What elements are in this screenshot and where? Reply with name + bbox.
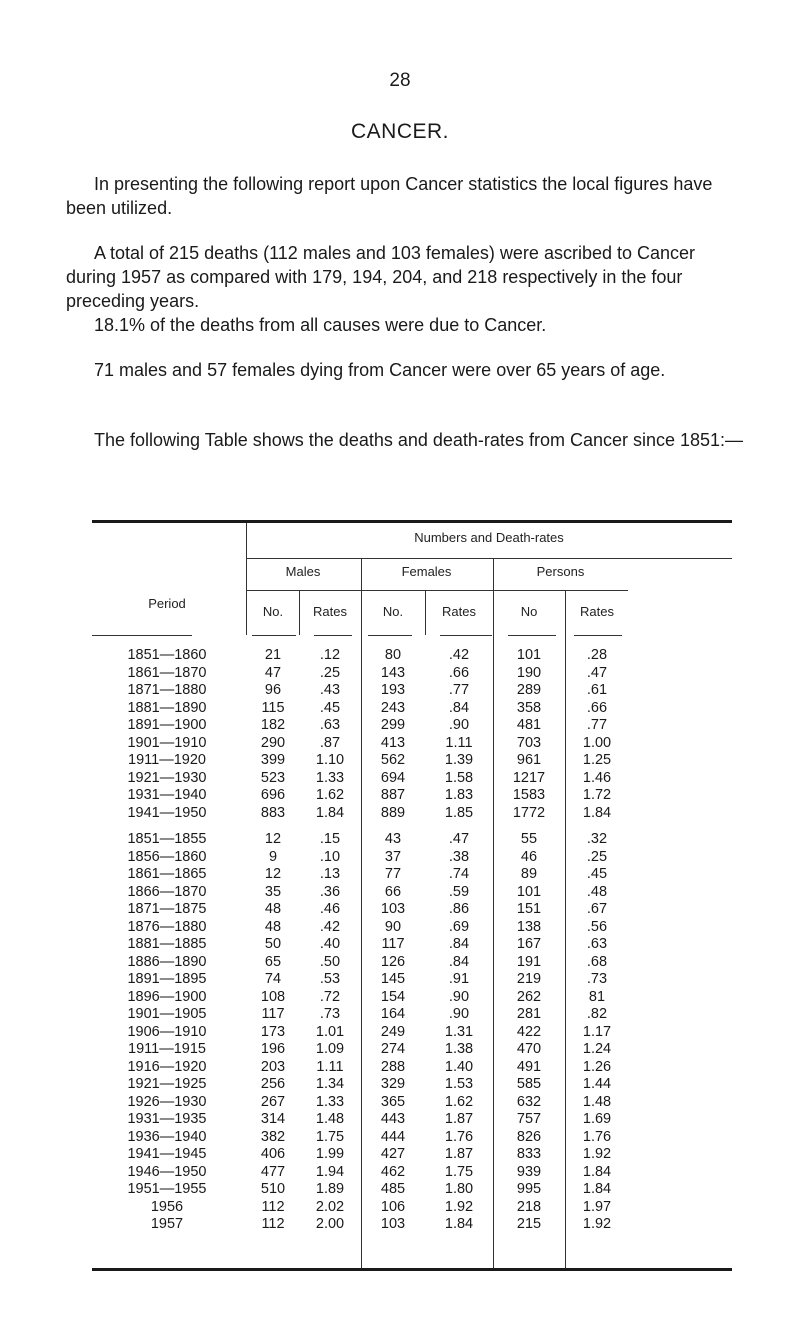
cell-females-rate: .91 xyxy=(448,971,470,987)
header-period: Period xyxy=(148,596,186,611)
cell-females-rate: 1.53 xyxy=(444,1076,474,1092)
cell-persons-no: 281 xyxy=(516,1006,542,1022)
cell-period: 1901—1910 xyxy=(127,734,207,751)
cell-females-no: 126 xyxy=(380,953,406,970)
header-rule-fr xyxy=(440,635,492,636)
cell-males-rate: .46 xyxy=(319,901,341,917)
cell-females-rate: 1.92 xyxy=(444,1198,474,1215)
cell-persons-rate: 1.25 xyxy=(582,752,612,768)
cell-males-no: 12 xyxy=(264,831,282,847)
cell-females-rate: .38 xyxy=(448,848,470,865)
cell-persons-no: 219 xyxy=(516,971,542,987)
cell-period: 1901—1905 xyxy=(127,1006,207,1022)
cell-females-no: 37 xyxy=(384,848,402,865)
cell-period: 1931—1935 xyxy=(127,1111,207,1127)
cell-females-no: 145 xyxy=(380,971,406,987)
cell-males-rate: .10 xyxy=(319,848,341,865)
table-row xyxy=(92,866,732,884)
cell-persons-rate: 1.48 xyxy=(582,1093,612,1110)
cell-females-no: 329 xyxy=(380,1076,406,1092)
cell-persons-no: 151 xyxy=(516,901,542,917)
cell-males-rate: 1.09 xyxy=(315,1041,345,1057)
cell-period: 1871—1875 xyxy=(127,901,207,917)
cell-persons-no: 167 xyxy=(516,936,542,952)
table-row xyxy=(92,752,732,770)
cell-males-rate: .50 xyxy=(319,953,341,970)
cell-period: 1891—1895 xyxy=(127,971,207,987)
cell-period: 1956 xyxy=(150,1198,184,1215)
cell-females-no: 413 xyxy=(380,734,406,751)
cell-persons-rate: .28 xyxy=(586,647,608,663)
cell-persons-rate: .77 xyxy=(586,717,608,733)
cell-persons-rate: 1.44 xyxy=(582,1076,612,1092)
cell-males-no: 256 xyxy=(260,1076,286,1092)
cell-females-no: 243 xyxy=(380,699,406,716)
cell-males-no: 117 xyxy=(261,1006,285,1022)
header-rule-period xyxy=(92,635,192,636)
cell-males-rate: 1.10 xyxy=(315,752,345,768)
cell-females-rate: 1.87 xyxy=(444,1146,474,1162)
table-row xyxy=(92,1129,732,1147)
cell-females-rate: 1.83 xyxy=(444,787,474,803)
cell-period: 1866—1870 xyxy=(127,883,207,900)
cell-persons-no: 89 xyxy=(520,866,538,882)
table-row xyxy=(92,936,732,954)
cell-persons-rate: 1.17 xyxy=(582,1023,612,1040)
cell-males-rate: .72 xyxy=(319,988,341,1005)
cell-persons-no: 1583 xyxy=(512,787,546,803)
cell-females-no: 106 xyxy=(380,1198,406,1215)
cell-persons-no: 961 xyxy=(516,752,542,768)
cell-females-no: 427 xyxy=(380,1146,406,1162)
cell-females-no: 443 xyxy=(380,1111,406,1127)
cell-males-no: 883 xyxy=(260,804,286,821)
cell-persons-rate: .56 xyxy=(586,918,608,935)
header-persons-rates: Rates xyxy=(580,604,614,619)
cell-period: 1851—1855 xyxy=(127,831,207,847)
cell-persons-rate: 1.92 xyxy=(582,1216,612,1232)
cell-females-rate: .77 xyxy=(448,682,470,698)
cell-males-rate: 2.02 xyxy=(315,1198,345,1215)
header-rule-fn xyxy=(368,635,412,636)
cell-females-rate: .69 xyxy=(448,918,470,935)
cell-period: 1921—1925 xyxy=(127,1076,207,1092)
cell-females-rate: 1.84 xyxy=(444,1216,474,1232)
header-rule-pr xyxy=(574,635,622,636)
cell-males-no: 173 xyxy=(260,1023,286,1040)
table-row xyxy=(92,831,732,849)
cell-males-no: 182 xyxy=(260,717,286,733)
cell-males-no: 112 xyxy=(261,1216,285,1232)
cell-period: 1941—1950 xyxy=(127,804,207,821)
cell-females-rate: .84 xyxy=(448,699,470,716)
cell-males-no: 477 xyxy=(260,1163,286,1180)
cell-persons-no: 470 xyxy=(516,1041,542,1057)
table-row xyxy=(92,1146,732,1164)
cell-males-no: 696 xyxy=(260,787,286,803)
col-line-period xyxy=(246,523,247,635)
cell-period: 1881—1885 xyxy=(127,936,207,952)
cell-period: 1886—1890 xyxy=(127,953,207,970)
cell-persons-no: 833 xyxy=(516,1146,542,1162)
cell-period: 1941—1945 xyxy=(127,1146,207,1162)
cell-females-no: 249 xyxy=(380,1023,406,1040)
table-row xyxy=(92,1199,732,1217)
cell-males-no: 523 xyxy=(260,769,286,786)
cell-period: 1876—1880 xyxy=(127,918,207,935)
cell-females-no: 164 xyxy=(380,1006,406,1022)
cell-males-rate: .36 xyxy=(319,883,341,900)
cell-persons-no: 939 xyxy=(516,1163,542,1180)
cell-period: 1906—1910 xyxy=(127,1023,207,1040)
cell-persons-no: 101 xyxy=(516,883,542,900)
cell-males-rate: 1.94 xyxy=(315,1163,345,1180)
cell-females-rate: 1.39 xyxy=(444,752,474,768)
cell-males-no: 35 xyxy=(264,883,282,900)
cell-females-no: 889 xyxy=(380,804,406,821)
table-row xyxy=(92,787,732,805)
cell-males-rate: 1.33 xyxy=(315,769,345,786)
cell-females-no: 117 xyxy=(381,936,405,952)
cell-females-no: 66 xyxy=(384,883,402,900)
table-row xyxy=(92,1111,732,1129)
cell-persons-rate: 1.97 xyxy=(582,1198,612,1215)
cell-males-rate: 1.62 xyxy=(315,787,345,803)
table-row xyxy=(92,717,732,735)
cell-males-rate: 1.34 xyxy=(315,1076,345,1092)
cell-persons-no: 46 xyxy=(520,848,538,865)
cell-persons-no: 703 xyxy=(516,734,542,751)
table-row xyxy=(92,665,732,683)
table-row xyxy=(92,849,732,867)
cell-males-no: 406 xyxy=(260,1146,286,1162)
total-deaths-paragraph: A total of 215 deaths (112 males and 103 females) were ascribed to Cancer during 1957 as compared with 179, 194, 204, and 218 respectively in the four preceding years. xyxy=(66,243,696,311)
cell-persons-rate: 1.00 xyxy=(582,734,612,751)
table-row xyxy=(92,971,732,989)
cell-persons-rate: 1.76 xyxy=(582,1128,612,1145)
header-rule-sex xyxy=(246,590,628,591)
cell-females-rate: 1.38 xyxy=(444,1041,474,1057)
cell-persons-no: 632 xyxy=(516,1093,542,1110)
cell-males-rate: 1.84 xyxy=(315,804,345,821)
cell-males-no: 50 xyxy=(264,936,282,952)
intro-paragraph: In presenting the following report upon Cancer statistics the local figures have been utilized. xyxy=(66,174,713,218)
cell-females-no: 462 xyxy=(380,1163,406,1180)
cell-females-rate: .59 xyxy=(448,883,470,900)
table-row xyxy=(92,919,732,937)
cell-males-rate: .63 xyxy=(319,717,341,733)
header-females: Females xyxy=(401,564,452,579)
cell-period: 1891—1900 xyxy=(127,717,207,733)
table-row xyxy=(92,735,732,753)
cell-females-rate: 1.40 xyxy=(444,1058,474,1075)
cell-females-rate: 1.76 xyxy=(444,1128,474,1145)
cell-persons-no: 1217 xyxy=(512,769,546,786)
table-row xyxy=(92,884,732,902)
cell-persons-no: 585 xyxy=(516,1076,542,1092)
cell-period: 1856—1860 xyxy=(127,848,207,865)
table-row xyxy=(92,805,732,823)
cell-persons-no: 289 xyxy=(516,682,542,698)
cell-females-rate: .47 xyxy=(448,831,470,847)
table-row xyxy=(92,901,732,919)
cell-females-no: 103 xyxy=(380,901,406,917)
table-row xyxy=(92,1216,732,1234)
table-row xyxy=(92,647,732,665)
cell-persons-rate: 1.24 xyxy=(582,1041,612,1057)
cell-persons-rate: .63 xyxy=(586,936,608,952)
cell-females-no: 77 xyxy=(384,866,402,882)
table-row xyxy=(92,989,732,1007)
table-row xyxy=(92,1164,732,1182)
table-row xyxy=(92,954,732,972)
cell-period: 1881—1890 xyxy=(127,699,207,716)
cell-persons-rate: .68 xyxy=(586,953,608,970)
cell-persons-rate: .73 xyxy=(586,971,608,987)
cell-persons-no: 422 xyxy=(516,1023,542,1040)
cell-males-no: 196 xyxy=(260,1041,286,1057)
cell-persons-no: 191 xyxy=(516,953,542,970)
cell-persons-no: 55 xyxy=(520,831,538,847)
cell-persons-rate: 1.92 xyxy=(582,1146,612,1162)
cell-period: 1946—1950 xyxy=(127,1163,207,1180)
header-persons-no: No xyxy=(520,604,538,619)
table-row xyxy=(92,1024,732,1042)
cell-persons-no: 190 xyxy=(516,664,542,681)
cell-persons-rate: 1.69 xyxy=(582,1111,612,1127)
table-intro-paragraph: The following Table shows the deaths and death-rates from Cancer since 1851:— xyxy=(94,430,744,450)
cell-period: 1896—1900 xyxy=(127,988,207,1005)
col-line-mn xyxy=(299,590,300,635)
cell-males-rate: .25 xyxy=(319,664,341,681)
cell-period: 1911—1920 xyxy=(128,752,206,768)
age-paragraph: 71 males and 57 females dying from Cancer were over 65 years of age. xyxy=(94,360,666,380)
table-top-rule xyxy=(92,520,732,523)
cell-period: 1957 xyxy=(150,1216,184,1232)
cell-period: 1851—1860 xyxy=(127,647,207,663)
cell-males-no: 115 xyxy=(261,699,285,716)
cell-females-rate: .74 xyxy=(448,866,470,882)
cell-males-rate: .15 xyxy=(319,831,341,847)
cell-persons-no: 262 xyxy=(516,988,542,1005)
cell-period: 1871—1880 xyxy=(127,682,207,698)
cell-males-rate: .45 xyxy=(319,699,341,716)
cell-males-rate: .87 xyxy=(319,734,341,751)
cell-males-no: 510 xyxy=(260,1181,286,1197)
cell-persons-no: 491 xyxy=(516,1058,542,1075)
table-row xyxy=(92,682,732,700)
cell-males-rate: .13 xyxy=(319,866,341,882)
cell-persons-rate: 1.84 xyxy=(582,804,612,821)
table-row xyxy=(92,700,732,718)
table-row xyxy=(92,1094,732,1112)
cell-persons-no: 1772 xyxy=(512,804,546,821)
cell-persons-no: 481 xyxy=(516,717,542,733)
page-title: CANCER. xyxy=(350,120,449,143)
cell-females-rate: 1.80 xyxy=(444,1181,474,1197)
cell-persons-no: 995 xyxy=(516,1181,542,1197)
header-males-no: No. xyxy=(262,604,284,619)
header-females-no: No. xyxy=(382,604,404,619)
cell-persons-no: 218 xyxy=(516,1198,542,1215)
cell-females-no: 288 xyxy=(380,1058,406,1075)
cell-persons-rate: .47 xyxy=(586,664,608,681)
cell-females-rate: 1.75 xyxy=(444,1163,474,1180)
col-line-fn xyxy=(425,590,426,635)
cell-males-no: 48 xyxy=(264,901,282,917)
cell-females-rate: .84 xyxy=(448,936,470,952)
cell-males-no: 9 xyxy=(268,848,278,865)
table-row xyxy=(92,1076,732,1094)
cell-persons-rate: .48 xyxy=(586,883,608,900)
cell-females-no: 887 xyxy=(380,787,406,803)
cell-females-rate: 1.58 xyxy=(444,769,474,786)
cell-females-no: 43 xyxy=(384,831,402,847)
cell-persons-rate: .45 xyxy=(586,866,608,882)
cell-males-no: 96 xyxy=(264,682,282,698)
header-rule-pn xyxy=(508,635,556,636)
cell-persons-no: 215 xyxy=(516,1216,542,1232)
cell-period: 1861—1865 xyxy=(127,866,207,882)
cell-males-no: 65 xyxy=(264,953,282,970)
cell-females-no: 274 xyxy=(380,1041,406,1057)
header-females-rates: Rates xyxy=(442,604,476,619)
header-males-rates: Rates xyxy=(313,604,347,619)
header-males: Males xyxy=(285,564,321,579)
cell-males-rate: 1.48 xyxy=(315,1111,345,1127)
cell-females-rate: .86 xyxy=(448,901,470,917)
cell-females-no: 444 xyxy=(380,1128,406,1145)
cell-persons-rate: 1.84 xyxy=(582,1163,612,1180)
cell-females-no: 694 xyxy=(380,769,406,786)
cell-males-no: 267 xyxy=(260,1093,286,1110)
cell-persons-rate: .67 xyxy=(586,901,608,917)
cell-males-rate: 1.01 xyxy=(315,1023,345,1040)
percentage-paragraph: 18.1% of the deaths from all causes were due to Cancer. xyxy=(94,315,547,335)
cell-persons-no: 826 xyxy=(516,1128,542,1145)
cell-males-rate: .43 xyxy=(319,682,341,698)
cell-males-rate: .40 xyxy=(319,936,341,952)
cell-period: 1936—1940 xyxy=(127,1128,207,1145)
cell-period: 1916—1920 xyxy=(127,1058,207,1075)
cell-males-rate: 1.89 xyxy=(315,1181,345,1197)
cell-females-no: 154 xyxy=(380,988,406,1005)
cell-males-rate: 1.99 xyxy=(315,1146,345,1162)
cell-period: 1911—1915 xyxy=(128,1041,206,1057)
cell-females-no: 90 xyxy=(384,918,402,935)
cell-period: 1861—1870 xyxy=(127,664,207,681)
cell-persons-no: 757 xyxy=(516,1111,542,1127)
cell-persons-rate: 1.46 xyxy=(582,769,612,786)
cell-females-no: 103 xyxy=(380,1216,406,1232)
cell-period: 1921—1930 xyxy=(127,769,207,786)
table-row xyxy=(92,770,732,788)
cell-males-no: 48 xyxy=(264,918,282,935)
cell-males-no: 399 xyxy=(260,752,286,768)
cell-females-rate: .84 xyxy=(448,953,470,970)
cell-females-rate: .90 xyxy=(448,988,470,1005)
cell-persons-no: 138 xyxy=(516,918,542,935)
cell-persons-rate: .66 xyxy=(586,699,608,716)
page-number: 28 xyxy=(389,70,411,91)
cell-persons-no: 101 xyxy=(516,647,542,663)
cell-males-no: 74 xyxy=(264,971,282,987)
cell-persons-rate: 1.26 xyxy=(582,1058,612,1075)
header-persons: Persons xyxy=(536,564,585,579)
table-row xyxy=(92,1006,732,1024)
cell-females-no: 485 xyxy=(380,1181,406,1197)
cell-males-no: 21 xyxy=(264,647,282,663)
cell-males-no: 47 xyxy=(264,664,282,681)
cell-females-no: 80 xyxy=(384,647,402,663)
table-row xyxy=(92,1059,732,1077)
cell-period: 1951—1955 xyxy=(127,1181,207,1197)
cell-males-rate: .42 xyxy=(319,918,341,935)
cell-period: 1926—1930 xyxy=(127,1093,207,1110)
header-rule-mr xyxy=(314,635,352,636)
cell-persons-rate: 81 xyxy=(588,988,606,1005)
cell-males-rate: .53 xyxy=(319,971,341,987)
cell-females-rate: .66 xyxy=(448,664,470,681)
cell-females-rate: 1.31 xyxy=(444,1023,474,1040)
cell-females-no: 143 xyxy=(380,664,406,681)
cell-males-no: 203 xyxy=(260,1058,286,1075)
cell-females-rate: 1.62 xyxy=(444,1093,474,1110)
header-rule-mn xyxy=(252,635,296,636)
cell-persons-rate: .82 xyxy=(586,1006,608,1022)
cell-males-no: 314 xyxy=(260,1111,286,1127)
cell-males-no: 290 xyxy=(260,734,286,751)
cell-males-rate: 1.75 xyxy=(315,1128,345,1145)
cell-females-rate: .42 xyxy=(448,647,470,663)
cell-males-no: 108 xyxy=(260,988,286,1005)
cell-period: 1931—1940 xyxy=(127,787,207,803)
cell-males-rate: 2.00 xyxy=(315,1216,345,1232)
cell-females-no: 299 xyxy=(380,717,406,733)
cell-persons-rate: .25 xyxy=(586,848,608,865)
table-row xyxy=(92,1041,732,1059)
cell-females-rate: 1.85 xyxy=(444,804,474,821)
cell-males-no: 112 xyxy=(261,1198,285,1215)
cell-females-no: 193 xyxy=(380,682,406,698)
cell-persons-rate: .32 xyxy=(586,831,608,847)
cell-persons-rate: .61 xyxy=(586,682,608,698)
cell-females-rate: .90 xyxy=(448,717,470,733)
cell-males-rate: .73 xyxy=(319,1006,341,1022)
cell-males-no: 12 xyxy=(264,866,282,882)
table-bottom-rule xyxy=(92,1268,732,1271)
cell-males-rate: 1.11 xyxy=(316,1058,344,1075)
cell-females-rate: .90 xyxy=(448,1006,470,1022)
table-row xyxy=(92,1181,732,1199)
header-numbers-and-rates: Numbers and Death-rates xyxy=(414,530,564,545)
header-rule-group xyxy=(246,558,732,559)
cell-females-rate: 1.87 xyxy=(444,1111,474,1127)
cell-persons-rate: 1.84 xyxy=(582,1181,612,1197)
cell-females-no: 365 xyxy=(380,1093,406,1110)
cell-females-rate: 1.11 xyxy=(445,734,473,751)
cell-persons-no: 358 xyxy=(516,699,542,716)
cell-males-rate: 1.33 xyxy=(315,1093,345,1110)
cell-males-no: 382 xyxy=(260,1128,286,1145)
cell-persons-rate: 1.72 xyxy=(582,787,612,803)
cell-females-no: 562 xyxy=(380,752,406,768)
cell-males-rate: .12 xyxy=(319,647,341,663)
